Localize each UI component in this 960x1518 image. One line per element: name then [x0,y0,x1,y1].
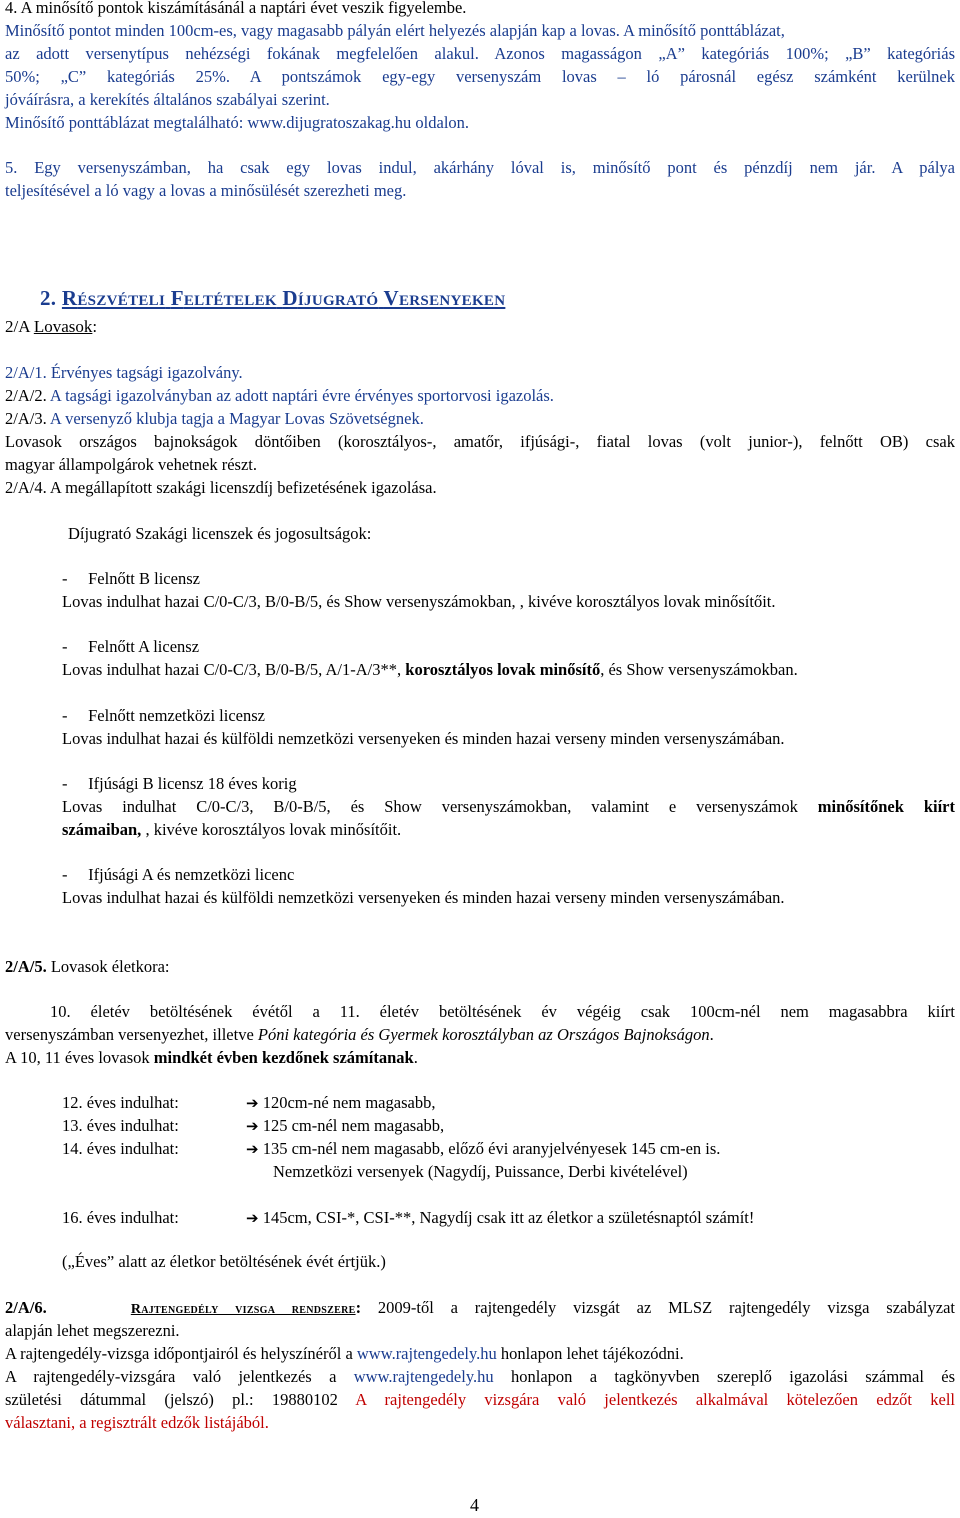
item-2-a-6-line-4: A rajtengedély-vizsgára való jelentkezés a www.rajtengedely.hu honlapon a tagkönyvben szereplő igazolási számmal és [5,1367,955,1386]
age-row-extra: Nemzetközi versenyek (Nagydíj, Puissance, Derbi kivételével) [273,1162,688,1181]
section-4-line-3: 50%; „C” kategóriás 25%. A pontszámok egy-egy versenyszám lovas – ló párosnál egész számként kerülnek [5,67,956,86]
arrow-right-icon: ➔ [246,1209,259,1227]
license-felnott-a-head: - Felnőtt A licensz [62,637,200,656]
rajtengedely-link[interactable]: www.rajtengedely.hu [356,1344,497,1363]
section-4-line-5: Minősítő ponttáblázat megtalálható: www.dijugratoszakag.hu oldalon. [5,113,470,132]
section-4-title: 4. A minősítő pontok kiszámításánál a naptári évet veszik figyelembe. [5,0,467,17]
license-felnott-b-text: Lovas indulhat hazai C/0-C/3, B/0-B/5, és Show versenyszámokban, , kivéve korosztályos lovak minősítőit. [62,592,776,611]
license-felnott-b-head: - Felnőtt B licensz [62,569,200,588]
item-2-a-6-line-5: születési dátummal (jelszó) pl.: 19880102 A rajtengedély vizsgára való jelentkezés alkalmával kötelezően edzőt kell [5,1390,955,1409]
item-2-a-6-line-2: alapján lehet megszerezni. [5,1321,180,1340]
age-note: („Éves” alatt az életkor betöltésének évét értjük.) [62,1252,386,1271]
license-ifjusagi-b-head: - Ifjúsági B licensz 18 éves korig [62,774,297,793]
license-nemzetkozi-head: - Felnőtt nemzetközi licensz [62,706,265,725]
section-5-line-2: teljesítésével a ló vagy a lovas a minősülését szerezheti meg. [5,181,407,200]
license-ifjusagi-a-head: - Ifjúsági A és nemzetközi licenc [62,865,295,884]
age-row-value: ➔ 125 cm-nél nem magasabb, [246,1116,445,1135]
item-2-a-6-line-1: 2/A/6. Rajtengedély vizsga rendszere: 2009-től a rajtengedély vizsgát az MLSZ rajtengedély vizsga szabályzat [5,1298,955,1317]
section-4-line-4: jóváírásra, a kerekítés általános szabályai szerint. [5,90,330,109]
item-2-a-6-line-6: választani, a regisztrált edzők listájából. [5,1413,269,1432]
license-ifjusagi-b-text-1: Lovas indulhat C/0-C/3, B/0-B/5, és Show versenyszámokban, valamint e versenyszámok minősítőnek kiírt [62,797,955,816]
subsection-lovasok: 2/A Lovasok: [5,317,98,336]
section-heading: 2. Részvételi Feltételek Díjugrató Versenyeken [40,286,506,310]
license-ifjusagi-a-text: Lovas indulhat hazai és külföldi nemzetközi versenyeken és minden hazai verseny minden versenyszámában. [62,888,785,907]
item-2-a-4: 2/A/4. A megállapított szakági licenszdíj befizetésének igazolása. [5,478,437,497]
license-felnott-a-text: Lovas indulhat hazai C/0-C/3, B/0-B/5, A/1-A/3**, korosztályos lovak minősítő, és Show versenyszámokban. [62,660,798,679]
age-row-value: ➔ 145cm, CSI-*, CSI-**, Nagydíj csak itt az életkor a születésnaptól számít! [246,1208,755,1227]
age-row-value: ➔ 135 cm-nél nem magasabb, előző évi aranyjelvényesek 145 cm-en is. [246,1139,721,1158]
item-2-a-5: 2/A/5. Lovasok életkora: [5,957,170,976]
page-number: 4 [470,1495,479,1515]
license-ifjusagi-b-text-2: számaiban, , kivéve korosztályos lovak minősítőit. [62,820,402,839]
age-row-label: 13. éves indulhat: [62,1116,179,1135]
section-4-line-2: az adott versenytípus nehézségi fokának megfelelően alakul. Azonos magasságon „A” kategóriás 100%; „B” kategóriás [5,44,955,63]
arrow-right-icon: ➔ [246,1094,259,1112]
championship-line-1: Lovasok országos bajnokságok döntőiben (korosztályos-, amatőr, ifjúsági-, fiatal lovas (volt junior-), felnőtt OB) csak [5,432,955,451]
licenses-title: Díjugrató Szakági licenszek és jogosultságok: [68,524,372,543]
section-4-line-1: Minősítő pontot minden 100cm-es, vagy magasabb pályán elért helyezés alapján kap a lovas. A minősítő ponttáblázat, [5,21,785,40]
championship-line-2: magyar állampolgárok vehetnek részt. [5,455,257,474]
age-row-label: 12. éves indulhat: [62,1093,179,1112]
item-2-a-2: 2/A/2. A tagsági igazolványban az adott naptári évre érvényes sportorvosi igazolás. [5,386,554,405]
rajtengedely-link[interactable]: www.rajtengedely.hu [353,1367,494,1386]
age-row-value: ➔ 120cm-né nem magasabb, [246,1093,436,1112]
age-row-label: 14. éves indulhat: [62,1139,179,1158]
item-2-a-6-line-3: A rajtengedély-vizsga időpontjairól és helyszínéről a www.rajtengedely.hu honlapon lehet tájékozódni. [5,1344,684,1363]
age-line-1: 10. életév betöltésének évétől a 11. életév betöltésének év végéig csak 100cm-nél nem magasabbra kiírt [50,1002,955,1021]
license-nemzetkozi-text: Lovas indulhat hazai és külföldi nemzetközi versenyeken és minden hazai verseny minden versenyszámában. [62,729,785,748]
item-2-a-1: 2/A/1. Érvényes tagsági igazolvány. [5,363,243,382]
arrow-right-icon: ➔ [246,1140,259,1158]
section-5-line-1: 5. Egy versenyszámban, ha csak egy lovas indul, akárhány lóval is, minősítő pont és pénzdíj nem jár. A pálya [5,158,955,177]
arrow-right-icon: ➔ [246,1117,259,1135]
age-line-3: A 10, 11 éves lovasok mindkét évben kezdőnek számítanak. [5,1048,418,1067]
item-2-a-3: 2/A/3. A versenyző klubja tagja a Magyar Lovas Szövetségnek. [5,409,424,428]
age-line-2: versenyszámban versenyezhet, illetve Póni kategória és Gyermek korosztályban az Országos Bajnokságon. [5,1025,714,1044]
dijugratoszakag-link[interactable]: www.dijugratoszakag.hu [247,113,412,132]
age-row-label: 16. éves indulhat: [62,1208,179,1227]
